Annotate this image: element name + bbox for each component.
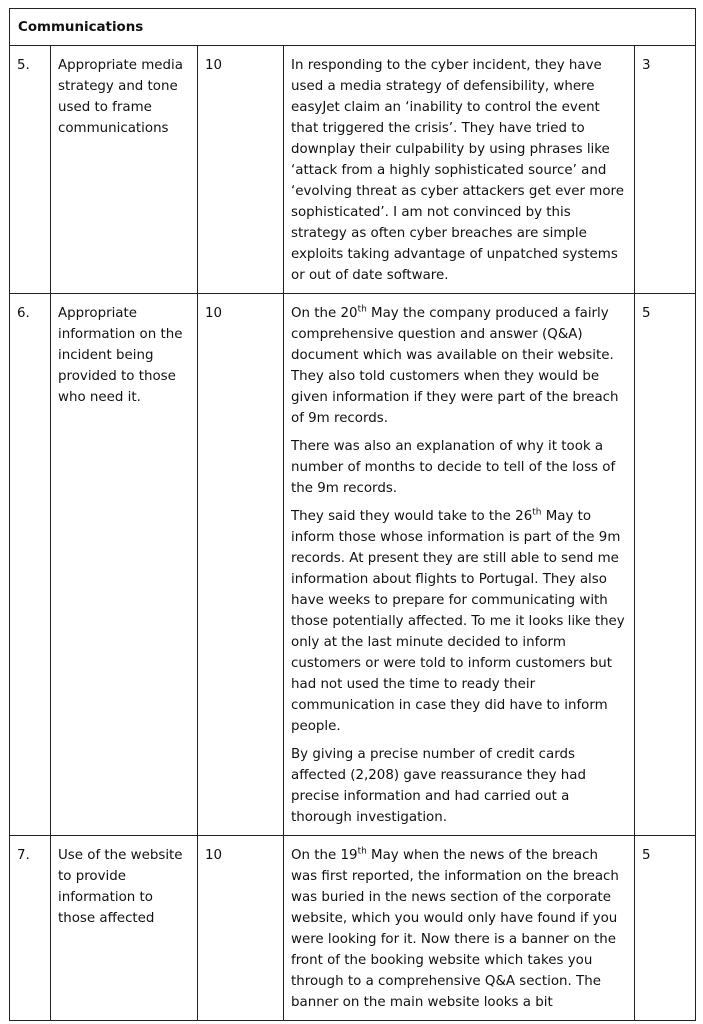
score-cell: 5 (635, 294, 696, 836)
comment-paragraph (291, 303, 627, 429)
ordinal-suffix: th (532, 507, 542, 518)
comment-cell (284, 836, 635, 1021)
comment-text: On the 19 (291, 848, 358, 863)
row-number: 7. (10, 836, 51, 1021)
max-score-cell: 10 (198, 294, 284, 836)
section-header-row (10, 9, 696, 46)
table-row (10, 836, 696, 1021)
comment-text: By giving a precise number of credit cards affected (2,208) gave reassurance they had precise information and had carried out a thorough investigation. (291, 747, 586, 825)
score-cell: 5 (635, 836, 696, 1021)
criterion-cell: Use of the website to provide information to those affected (51, 836, 198, 1021)
comment-paragraph (291, 55, 627, 286)
comment-paragraph (291, 744, 627, 828)
comment-text: There was also an explanation of why it took a number of months to decide to tell of the loss of the 9m records. (291, 439, 616, 496)
comment-text: On the 20 (291, 306, 358, 321)
comment-text: May to inform those whose information is part of the 9m records. At present they are still able to send me information about flights to Portugal. They also have weeks to prepare for communicating with those potentially affected. To me it looks like they only at the last minute decided to inform customers or were told to inform customers but had not used the time to ready their communication in case they did have to inform people. (291, 509, 625, 734)
comment-text: May when the news of the breach was first reported, the information on the breach was buried in the news section of the corporate website, which you would only have found if you were looking for it. Now there is a banner on the front of the booking website which takes you through to a comprehensive Q&A section. The banner on the main website looks a bit (291, 848, 619, 1010)
comment-paragraph (291, 436, 627, 499)
ordinal-suffix: th (357, 304, 367, 315)
row-number: 5. (10, 46, 51, 294)
comment-text: They said they would take to the 26 (291, 509, 533, 524)
criterion-cell: Appropriate media strategy and tone used to frame communications (51, 46, 198, 294)
comment-cell (284, 46, 635, 294)
max-score-cell: 10 (198, 836, 284, 1021)
score-cell: 3 (635, 46, 696, 294)
comment-paragraph (291, 506, 627, 737)
comment-text: May the company produced a fairly comprehensive question and answer (Q&A) document which was available on their website. They also told customers when they would be given information if they were part of the breach of 9m records. (291, 306, 619, 426)
comment-paragraph (291, 845, 627, 1013)
criterion-cell: Appropriate information on the incident being provided to those who need it. (51, 294, 198, 836)
table-row (10, 46, 696, 294)
assessment-table (9, 8, 696, 1021)
max-score-cell: 10 (198, 46, 284, 294)
ordinal-suffix: th (357, 846, 367, 857)
comment-cell (284, 294, 635, 836)
comment-text: In responding to the cyber incident, they have used a media strategy of defensibility, where easyJet claim an ‘inability to control the event that triggered the crisis’. They have tried to downplay their culpability by using phrases like ‘attack from a highly sophisticated source’ and ‘evolving threat as cyber attackers get ever more sophisticated’. I am not convinced by this strategy as often cyber breaches are simple exploits taking advantage of unpatched systems or out of date software. (291, 58, 624, 283)
section-title: Communications (10, 9, 696, 46)
row-number: 6. (10, 294, 51, 836)
table-row (10, 294, 696, 836)
